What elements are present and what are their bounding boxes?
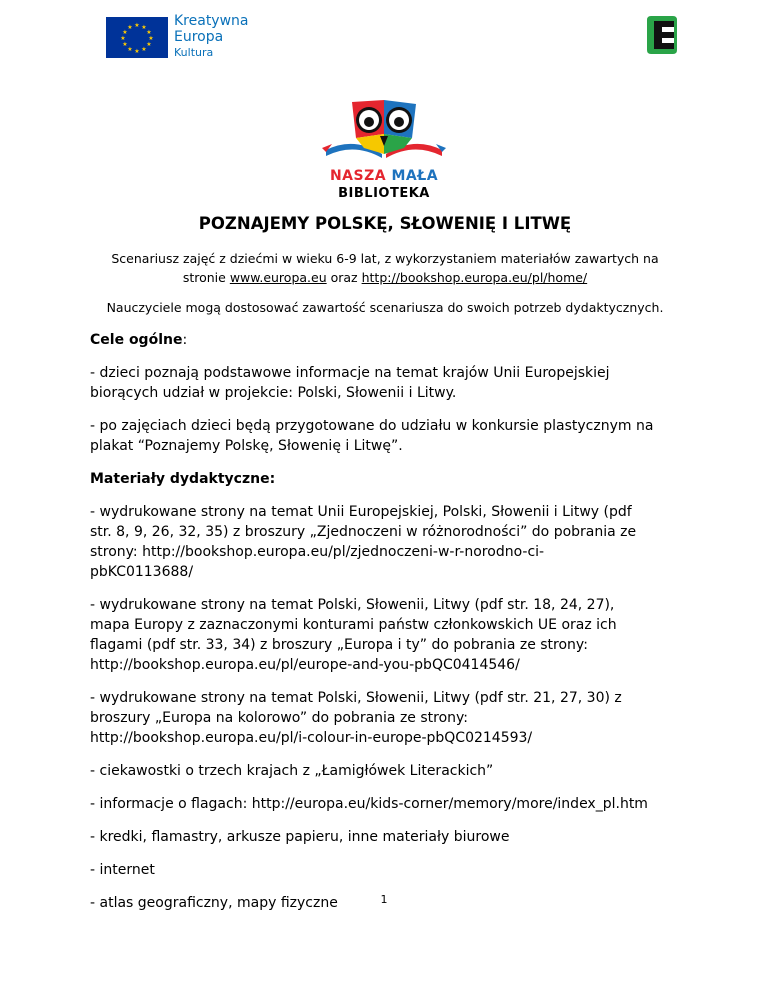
- material-item-line: flagami (pdf str. 33, 34) z broszury „Europa i ty” do pobrania ze strony:: [90, 637, 588, 653]
- goal-item-line: biorących udział w projekcie: Polski, Słowenii i Litwy.: [90, 385, 457, 401]
- eu-program-name-line1: Kreatywna: [174, 13, 249, 29]
- svg-text:★: ★: [146, 29, 152, 36]
- goal-item: [90, 416, 680, 456]
- svg-text:★: ★: [127, 24, 133, 31]
- page-number: 1: [380, 893, 388, 906]
- subtitle-prefix: stronie: [182, 270, 230, 285]
- material-item-line: http://bookshop.europa.eu/pl/i-colour-in-europe-pbQC0214593/: [90, 730, 533, 746]
- material-item: [90, 860, 680, 880]
- logo-word-mala: MAŁA: [391, 168, 439, 184]
- material-item: [90, 688, 680, 748]
- material-item-line: http://bookshop.europa.eu/pl/europe-and-you-pbQC0414546/: [90, 657, 520, 673]
- bookshop-link[interactable]: http://bookshop.europa.eu/pl/home/: [361, 270, 588, 285]
- material-item-line: strony: http://bookshop.europa.eu/pl/zjednoczeni-w-r-norodno-ci-: [90, 544, 545, 560]
- eu-program-name-line3: Kultura: [174, 46, 214, 59]
- svg-text:★: ★: [122, 41, 128, 48]
- material-item-line: mapa Europy z zaznaczonymi konturami państw członkowskich UE oraz ich: [90, 617, 617, 633]
- page-title: POZNAJEMY POLSKĘ, SŁOWENIĘ I LITWĘ: [198, 214, 572, 233]
- goal-item-line: plakat “Poznajemy Polskę, Słowenię i Litwę”.: [90, 438, 403, 454]
- subtitle-mid: oraz: [326, 270, 362, 285]
- subtitle-line1: Scenariusz zajęć z dziećmi w wieku 6-9 lat, z wykorzystaniem materiałów zawartych na: [111, 251, 659, 266]
- owl-icon: [318, 98, 450, 168]
- creative-europe-logo: [106, 14, 266, 60]
- subtitle: [90, 249, 680, 287]
- material-item-line: broszury „Europa na kolorowo” do pobrania ze strony:: [90, 710, 469, 726]
- goals-list: [90, 363, 680, 456]
- goals-heading-colon: :: [182, 332, 188, 348]
- materials-heading: Materiały dydaktyczne:: [90, 471, 276, 487]
- nasza-mala-biblioteka-logo: [318, 98, 450, 202]
- svg-text:★: ★: [148, 35, 154, 42]
- europa-link[interactable]: www.europa.eu: [229, 270, 327, 285]
- svg-text:★: ★: [146, 41, 152, 48]
- goal-item-line: - po zajęciach dzieci będą przygotowane do udziału w konkursie plastycznym na: [90, 418, 654, 434]
- svg-text:★: ★: [141, 24, 147, 31]
- logo-word-biblioteka: BIBLIOTEKA: [338, 186, 430, 201]
- document-body: [90, 214, 680, 913]
- material-item-line: - wydrukowane strony na temat Unii Europejskiej, Polski, Słowenii i Litwy (pdf: [90, 504, 632, 520]
- material-item-line: - internet: [90, 862, 155, 878]
- svg-text:★: ★: [127, 46, 133, 53]
- material-item-line: - atlas geograficzny, mapy fizyczne: [90, 895, 338, 911]
- svg-text:★: ★: [141, 46, 147, 53]
- materials-list: [90, 502, 680, 913]
- goals-heading-text: Cele ogólne: [90, 332, 183, 348]
- logo-word-nasza: NASZA: [329, 168, 387, 184]
- goals-heading: [90, 330, 680, 350]
- goal-item-line: - dzieci poznają podstawowe informacje na temat krajów Unii Europejskiej: [90, 365, 610, 381]
- teacher-note: Nauczyciele mogą dostosować zawartość scenariusza do swoich potrzeb dydaktycznych.: [106, 300, 664, 315]
- material-item: [90, 761, 680, 781]
- material-item-line: - informacje o flagach: http://europa.eu/kids-corner/memory/more/index_pl.htm: [90, 796, 648, 812]
- goal-item: [90, 363, 680, 403]
- eu-flag-icon: [106, 17, 168, 58]
- svg-text:★: ★: [134, 48, 140, 55]
- svg-text:★: ★: [134, 22, 140, 29]
- material-item-line: - kredki, flamastry, arkusze papieru, inne materiały biurowe: [90, 829, 510, 845]
- material-item-line: - wydrukowane strony na temat Polski, Słowenii, Litwy (pdf str. 18, 24, 27),: [90, 597, 615, 613]
- material-item-line: - wydrukowane strony na temat Polski, Słowenii, Litwy (pdf str. 21, 27, 30) z: [90, 690, 622, 706]
- material-item-line: - ciekawostki o trzech krajach z „Łamigłówek Literackich”: [90, 763, 494, 779]
- page-header: [0, 0, 768, 70]
- material-item-line: pbKC0113688/: [90, 564, 194, 580]
- e-logo-icon: [647, 16, 677, 54]
- svg-text:★: ★: [122, 29, 128, 36]
- svg-text:★: ★: [120, 35, 126, 42]
- eu-program-name-line2: Europa: [174, 29, 224, 45]
- material-item: [90, 502, 680, 582]
- material-item: [90, 827, 680, 847]
- material-item: [90, 794, 680, 814]
- material-item-line: str. 8, 9, 26, 32, 35) z broszury „Zjednoczeni w różnorodności” do pobrania ze: [90, 524, 637, 540]
- material-item: [90, 595, 680, 675]
